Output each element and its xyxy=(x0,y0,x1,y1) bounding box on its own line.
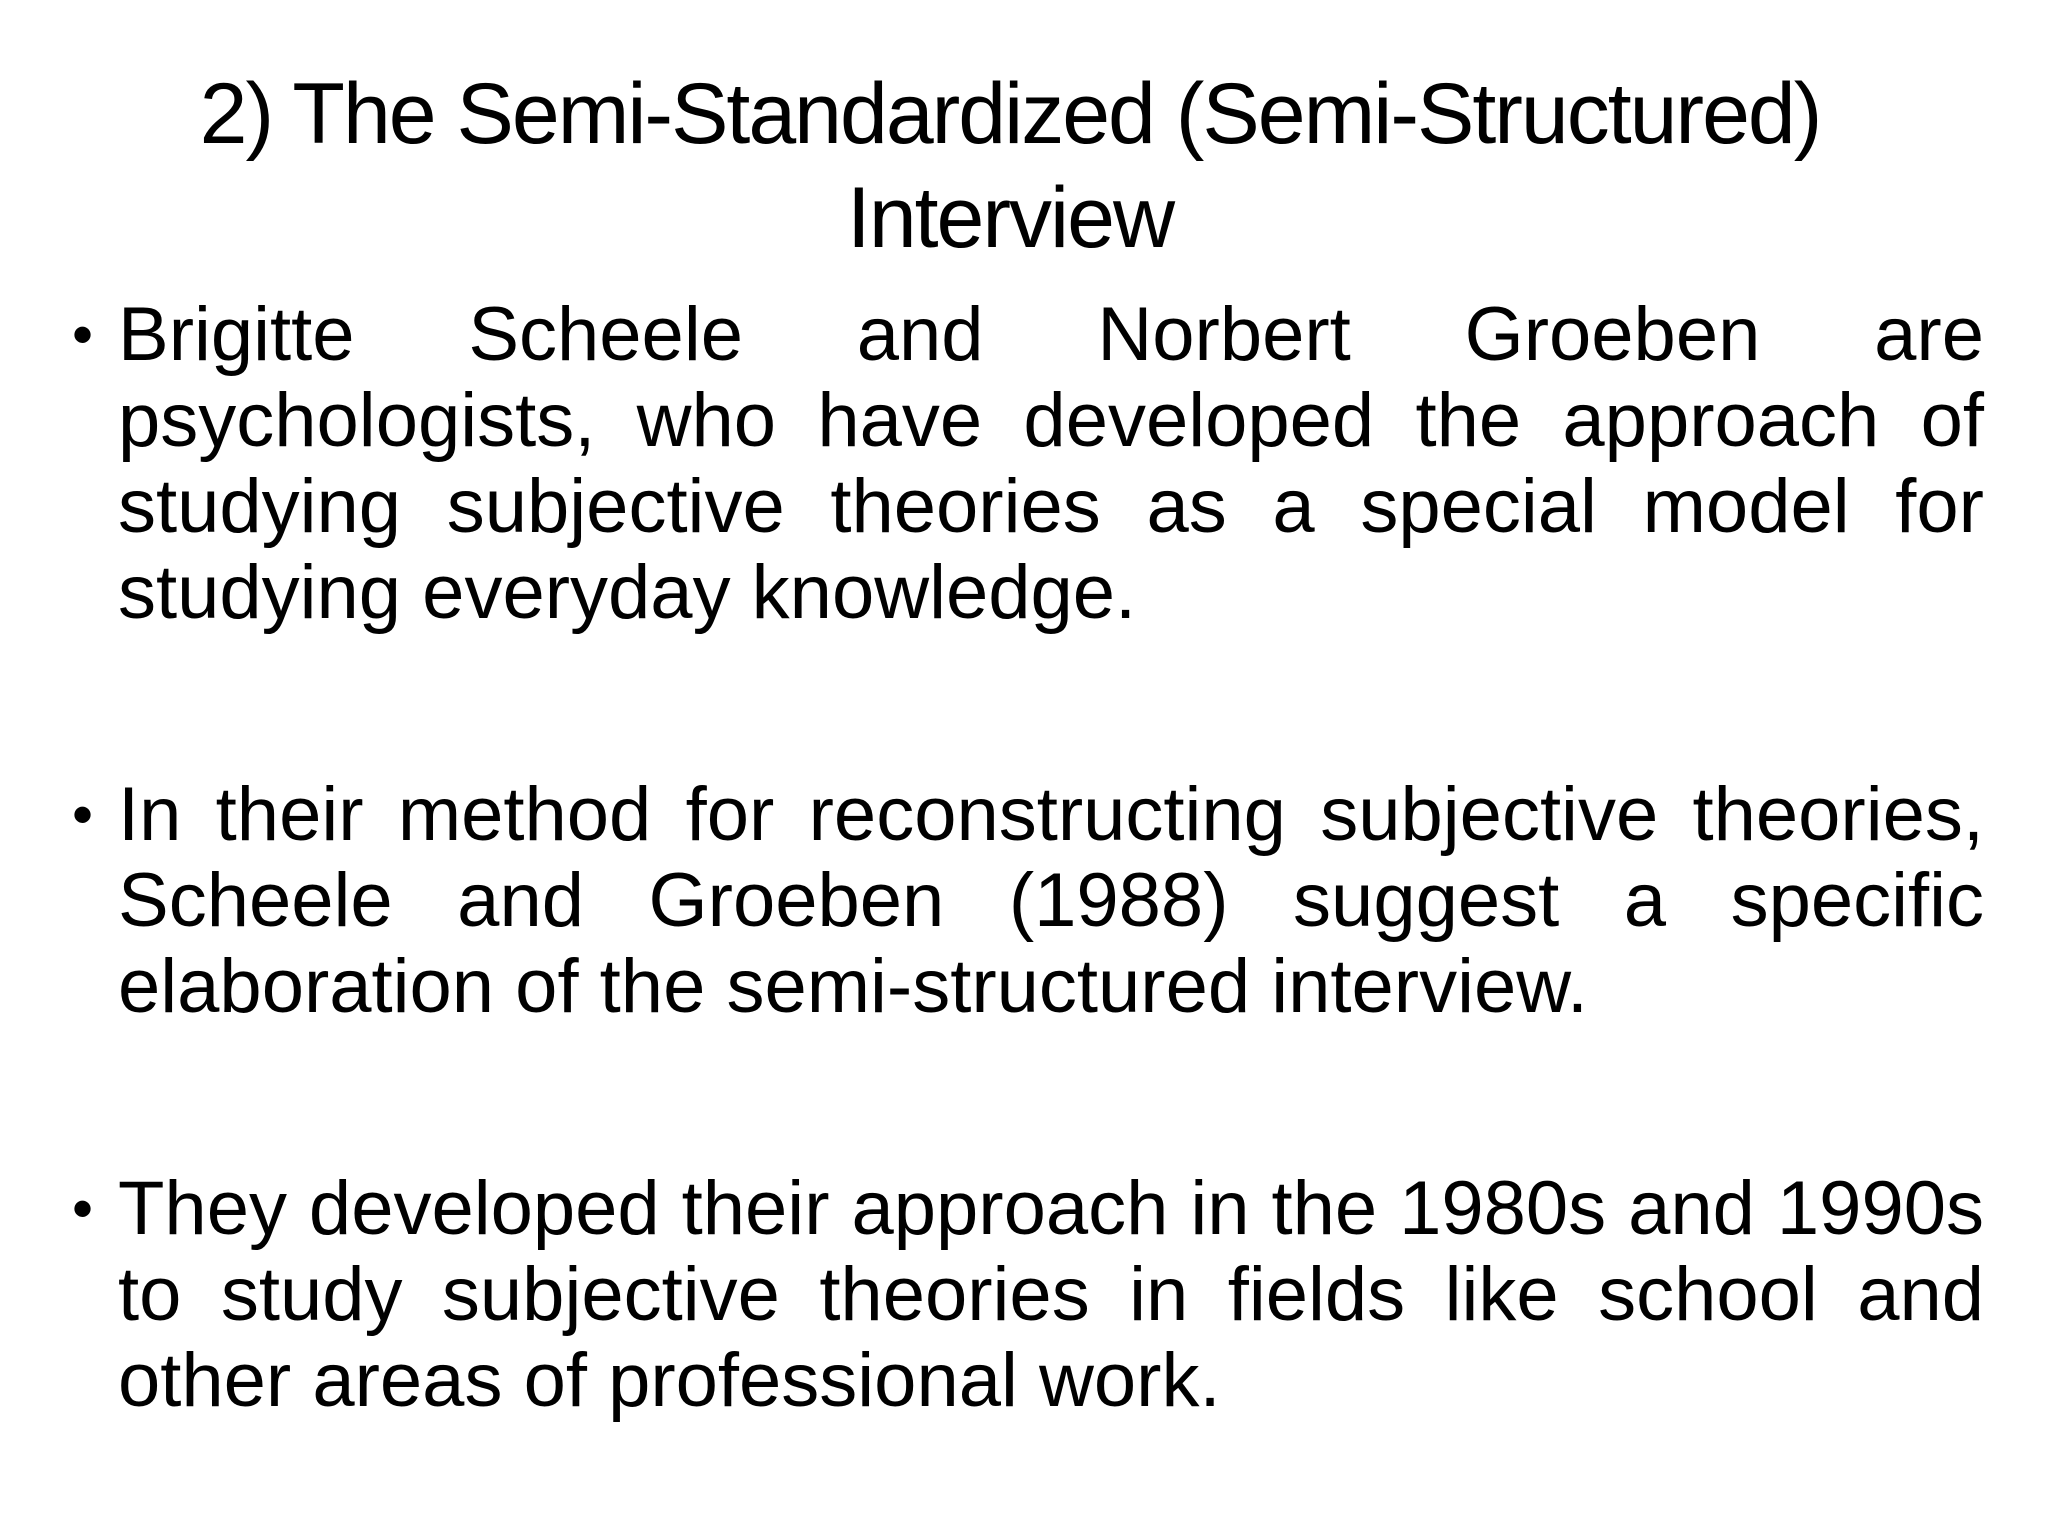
bullet-list xyxy=(72,292,1984,1424)
bullet-item xyxy=(72,1166,1984,1424)
bullet-marker: • xyxy=(72,301,94,368)
bullet-text: They developed their approach in the 1980s and 1990s to study subjective theories in fields like school and other areas of professional work. xyxy=(118,1166,1984,1423)
bullet-marker: • xyxy=(72,781,94,848)
slide-title: 2) The Semi-Standardized (Semi-Structured) Interview xyxy=(199,66,1821,266)
bullet-text: In their method for reconstructing subjective theories, Scheele and Groeben (1988) suggest a specific elaboration of the semi-structured interview. xyxy=(118,772,1984,1029)
bullet-text: Brigitte Scheele and Norbert Groeben are psychologists, who have developed the approach of studying subjective theories as a special model for studying everyday knowledge. xyxy=(118,292,1984,635)
bullet-item xyxy=(72,772,1984,1030)
bullet-marker: • xyxy=(72,1175,94,1242)
bullet-item xyxy=(72,292,1984,636)
